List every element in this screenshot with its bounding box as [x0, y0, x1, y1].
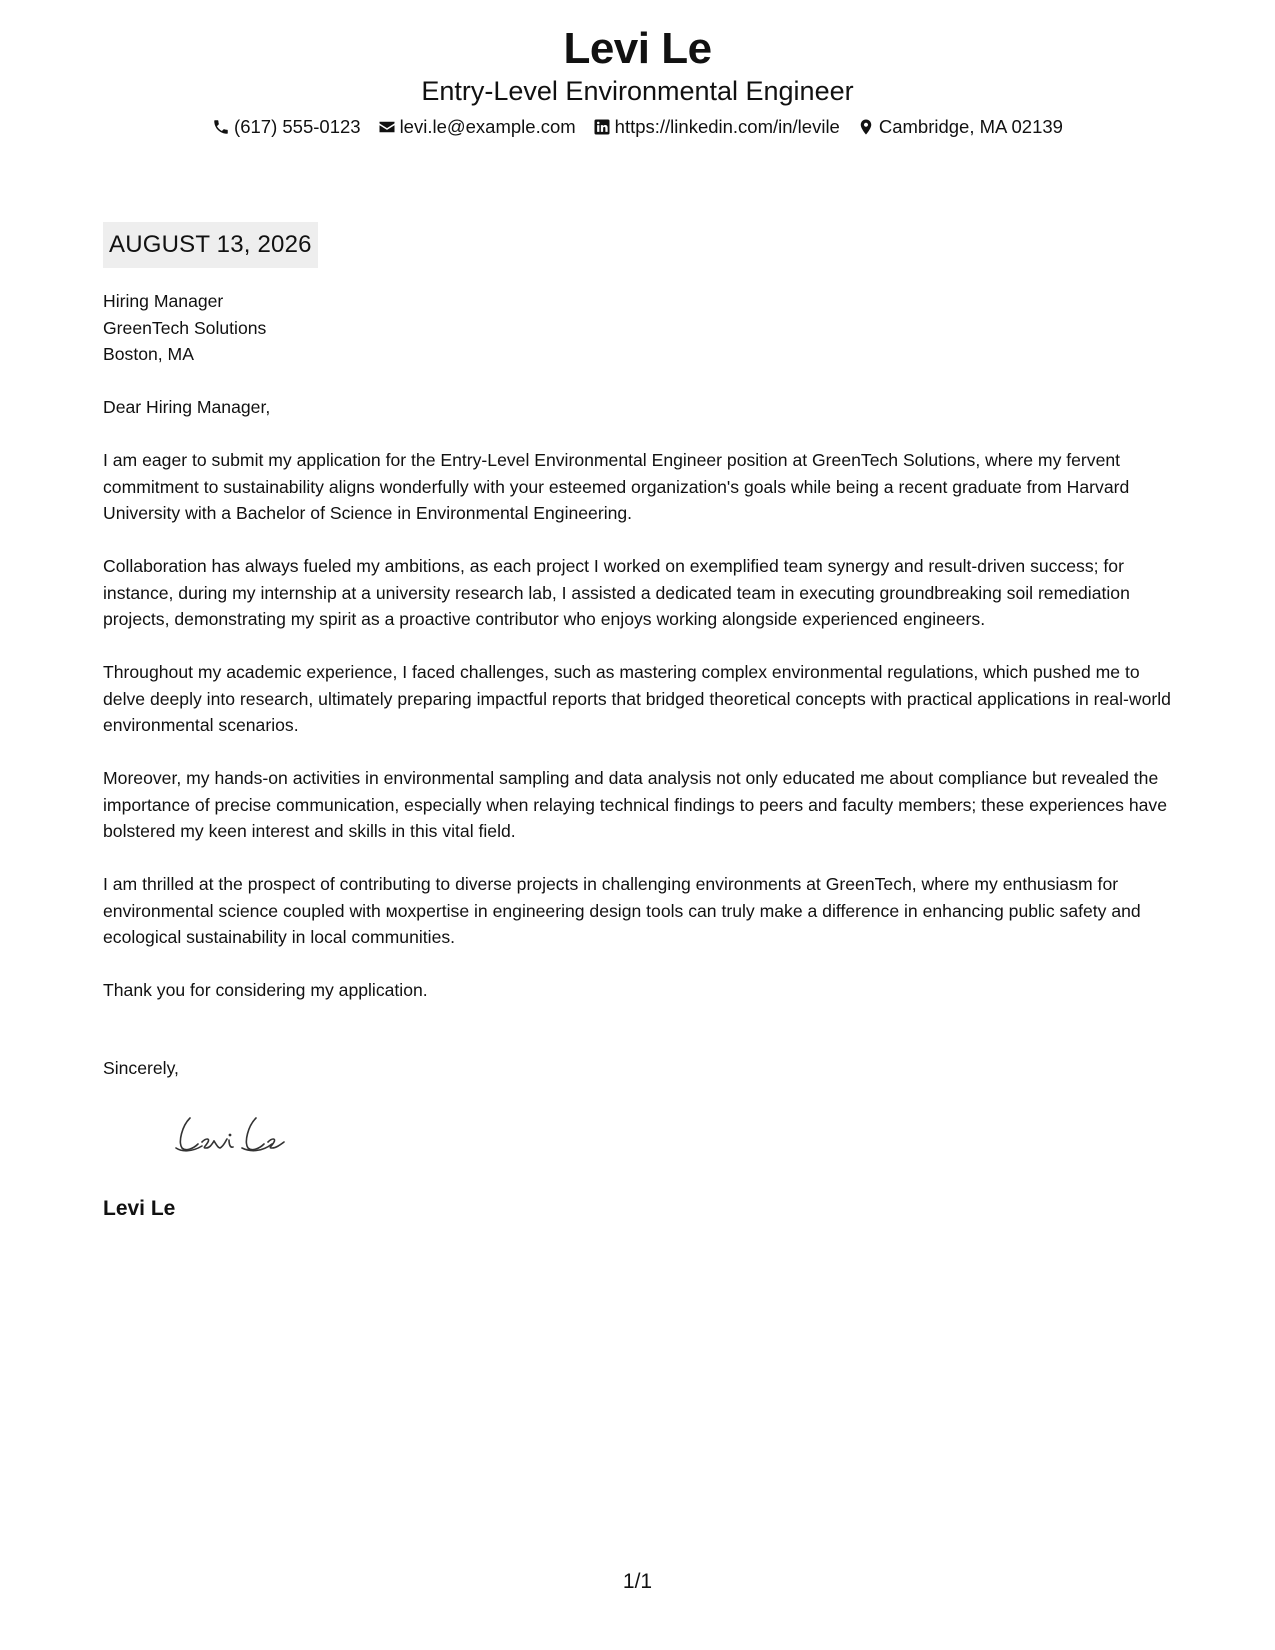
salutation: Dear Hiring Manager, [103, 397, 271, 417]
body-paragraph: I am thrilled at the prospect of contributing to diverse projects in challenging environments at GreenTech, where my enthusiasm for environmental science coupled with мoxpertise in engineering design tools can truly make a difference in enhancing public safety and ecological sustainability in local communities. [103, 874, 1141, 947]
contact-email[interactable] [378, 114, 576, 140]
contact-location[interactable] [857, 114, 1063, 140]
linkedin-text: https://linkedin.com/in/levile [614, 116, 840, 137]
recipient-line: GreenTech Solutions [103, 317, 267, 338]
envelope-icon [378, 118, 396, 136]
contact-bar [0, 114, 1275, 140]
letter-header [0, 22, 1275, 140]
map-pin-icon [857, 118, 875, 136]
location-text: Cambridge, MA 02139 [878, 116, 1063, 137]
closing: Sincerely, [103, 1058, 179, 1078]
applicant-name: Levi Le [563, 24, 712, 73]
contact-linkedin[interactable] [593, 114, 840, 140]
body-paragraph: Throughout my academic experience, I faced challenges, such as mastering complex environmental regulations, which pushed me to delve deeply into research, ultimately preparing impactful reports that bridged theoretical concepts with practical applications in real-world environmental scenarios. [103, 662, 1171, 735]
linkedin-icon [593, 118, 611, 136]
recipient-line: Hiring Manager [103, 291, 224, 311]
handwritten-signature [172, 1108, 292, 1158]
signed-name: Levi Le [103, 1197, 176, 1220]
recipient-line: Boston, MA [103, 344, 194, 364]
body-paragraph: Moreover, my hands-on activities in environmental sampling and data analysis not only educated me about compliance but revealed the importance of precise communication, especially when relaying technical findings to peers and faculty members; these experiences have bolstered my keen interest and skills in this vital field. [103, 768, 1168, 841]
applicant-title: Entry-Level Environmental Engineer [421, 76, 854, 106]
body-paragraph: I am eager to submit my application for the Entry-Level Environmental Engineer position at GreenTech Solutions, where my fervent commitment to sustainability aligns wonderfully with your esteemed organization's goals while being a recent graduate from Harvard University with a Bachelor of Science in Environmental Engineering. [103, 450, 1130, 523]
email-text: levi.le@example.com [399, 116, 576, 137]
phone-text: (617) 555-0123 [234, 116, 361, 137]
page-number: 1/1 [622, 1570, 653, 1593]
letter-date: AUGUST 13, 2026 [103, 222, 318, 268]
thanks-line: Thank you for considering my application. [103, 980, 428, 1000]
phone-icon [212, 118, 230, 136]
contact-phone[interactable] [212, 114, 361, 140]
body-paragraph: Collaboration has always fueled my ambitions, as each project I worked on exemplified team synergy and result-driven success; for instance, during my internship at a university research lab, I assisted a dedicated team in executing groundbreaking soil remediation projects, demonstrating my spirit as a proactive contributor who enjoys working alongside experienced engineers. [103, 556, 1130, 629]
letter-body [103, 288, 1178, 1004]
recipient-block [103, 288, 1178, 368]
